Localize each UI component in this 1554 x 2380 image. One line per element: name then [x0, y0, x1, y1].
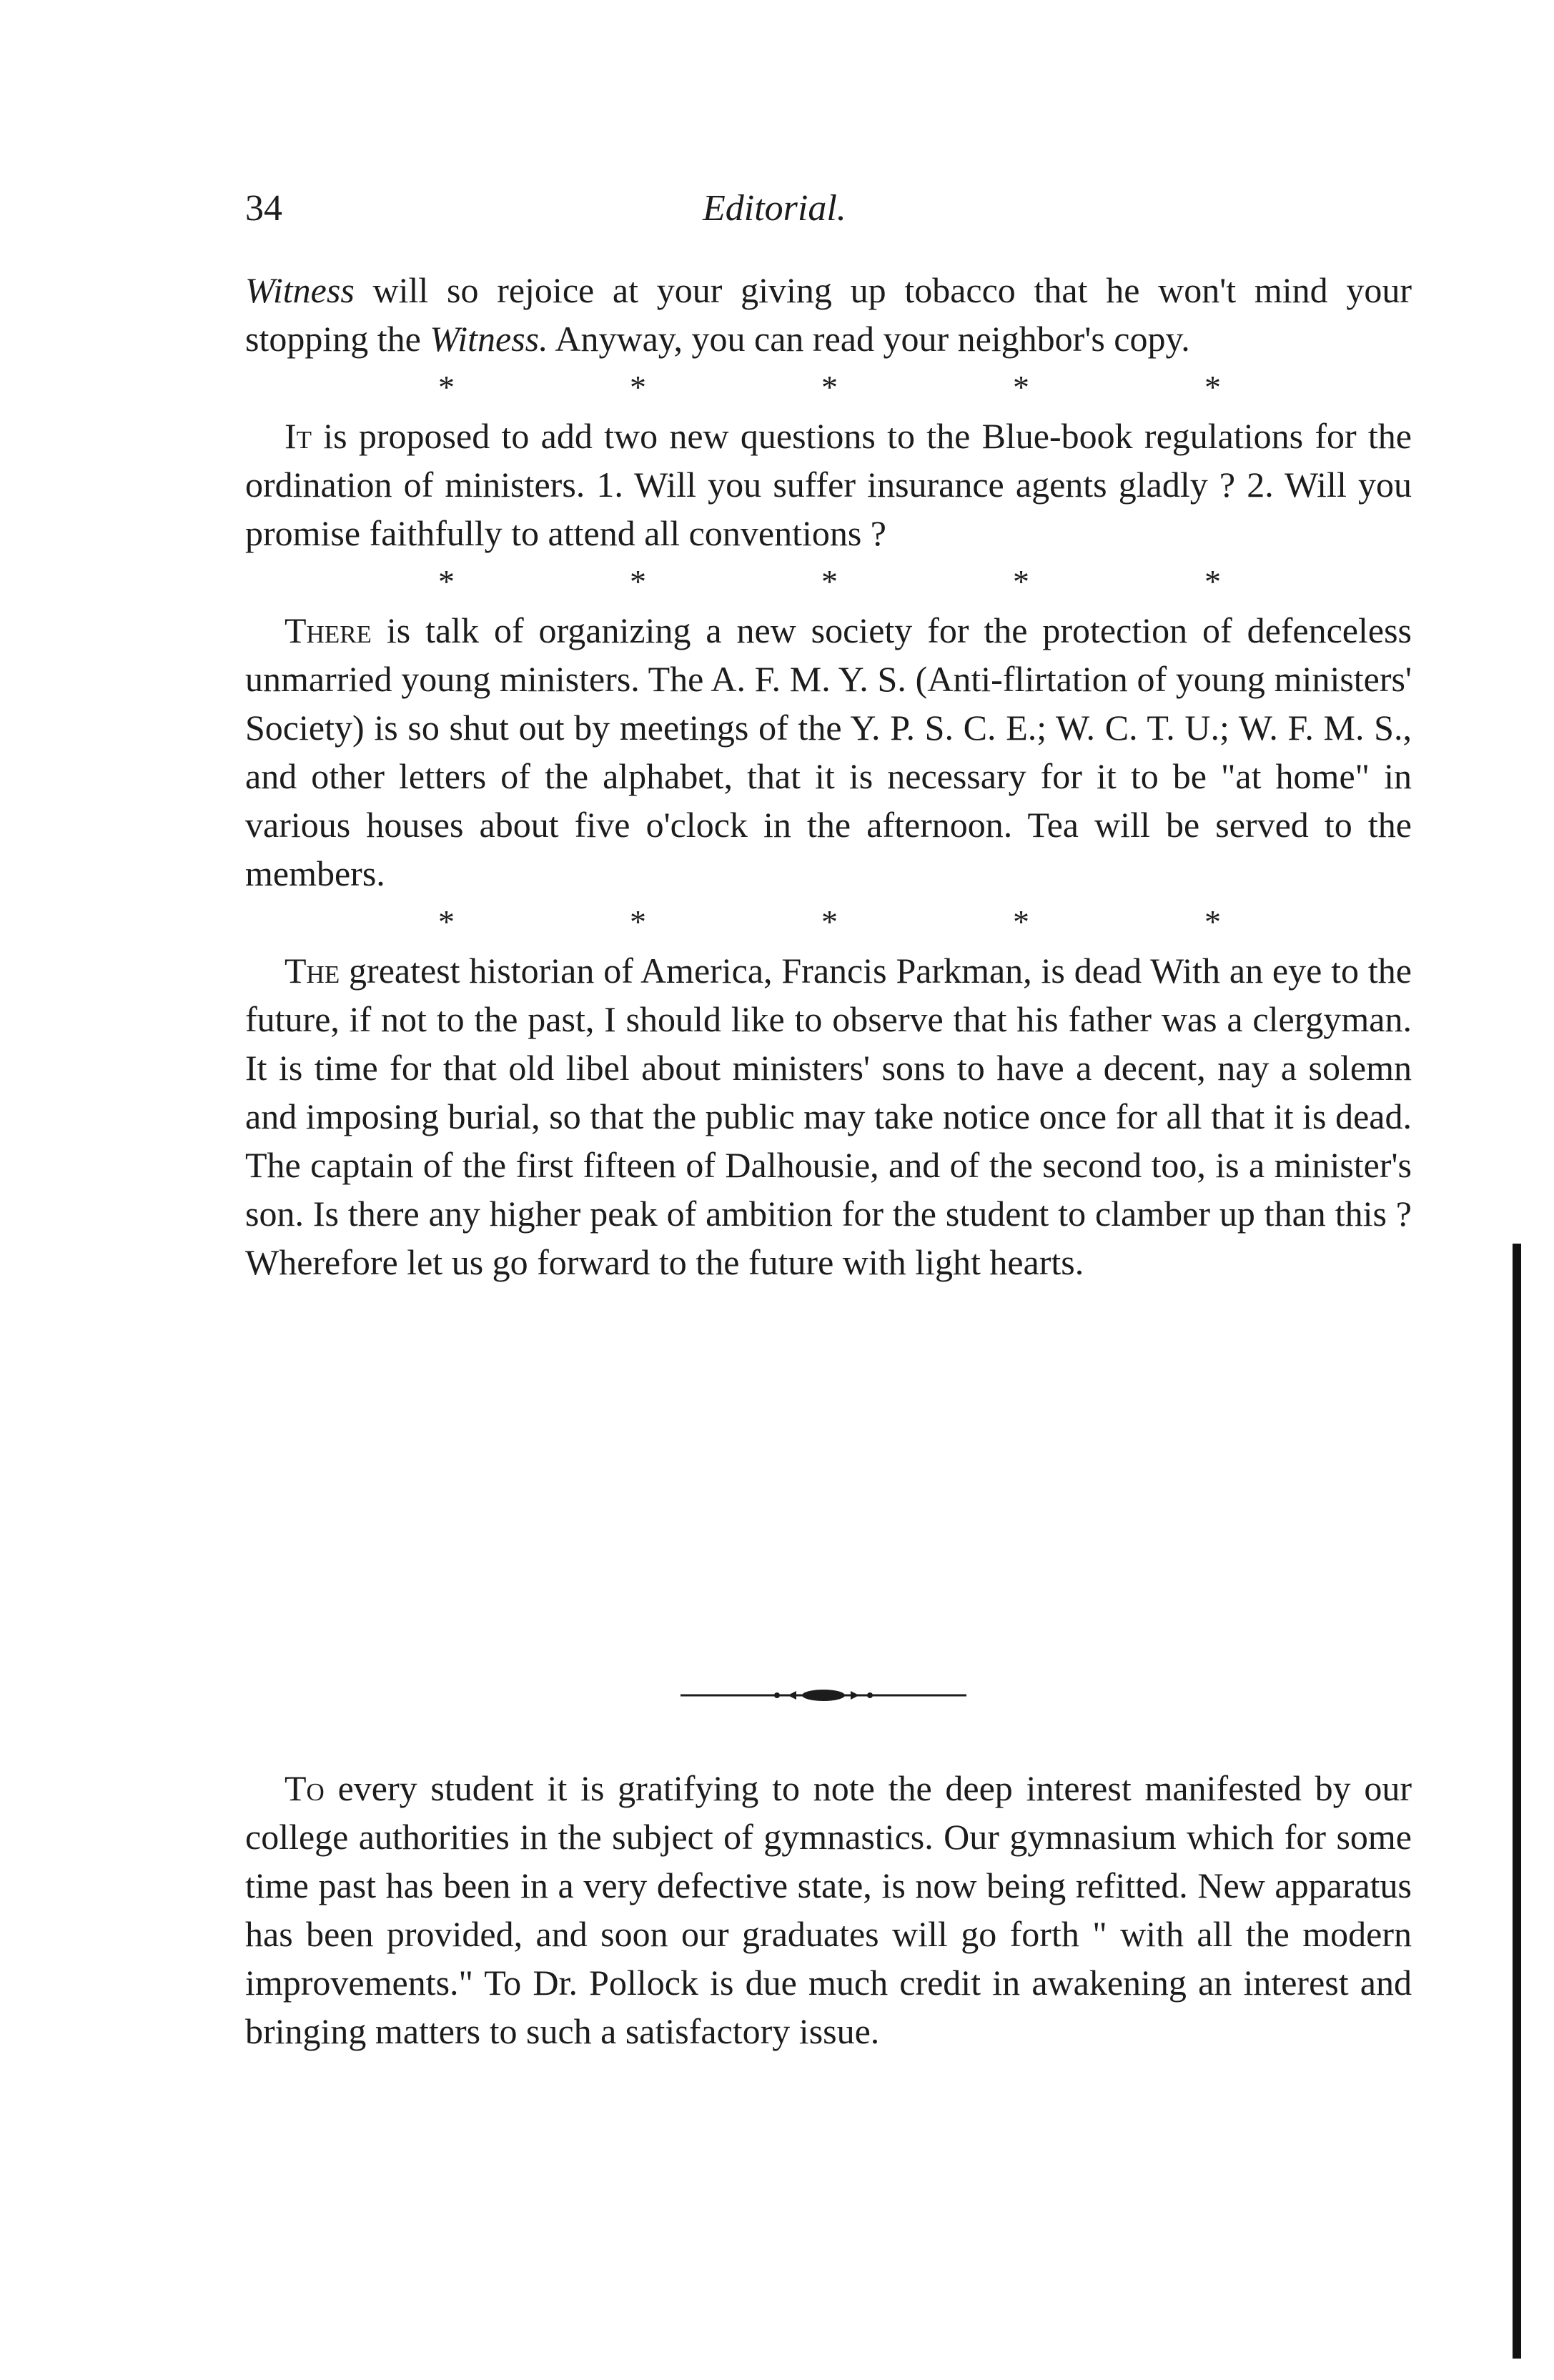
- paragraph-text: is proposed to add two new questions to the Blue-book regulations for the ordination of ministers. 1. Will you suffer insurance agents gladly ? 2. Will you promise faithfully to attend all conventions ?: [245, 416, 1412, 553]
- star: *: [630, 369, 646, 405]
- star: *: [821, 563, 838, 600]
- page-header: [245, 187, 1412, 237]
- paragraph-lead: There: [284, 610, 372, 650]
- ornamental-rule-icon: [681, 1688, 966, 1702]
- star-separator: [438, 898, 1221, 946]
- star: *: [438, 369, 455, 405]
- paragraph-parkman: [245, 946, 1412, 1286]
- star: *: [630, 563, 646, 600]
- paragraph-text: Anyway, you can read your neighbor's copy.: [548, 319, 1190, 359]
- paragraph-text: every student it is gratifying to note the deep interest manifested by our college authorities in the subject of gymnastics. Our gymnasium which for some time past has been in a very defective state, is now being refitted. New apparatus has been provided, and soon our graduates will go forth " with all the modern improvements." To Dr. Pollock is due much credit in awakening an interest and bringing matters to such a satisfactory issue.: [245, 1768, 1412, 2051]
- paragraph-gymnasium: [245, 1764, 1412, 2056]
- paragraph-lead: The: [284, 951, 340, 991]
- star: *: [438, 903, 455, 940]
- paragraph-witness: [245, 266, 1412, 363]
- paragraph-society: [245, 606, 1412, 898]
- star: *: [821, 903, 838, 940]
- page-binding-edge: [1513, 1244, 1521, 2359]
- paragraph-lead: To: [284, 1768, 325, 1808]
- editorial-notes-block: [245, 266, 1412, 1286]
- star: *: [1204, 903, 1221, 940]
- star: *: [1013, 369, 1029, 405]
- paragraph-text: greatest historian of America, Francis Parkman, is dead With an eye to the future, if not to the past, I should like to observe that his father was a clergyman. It is time for that old libel about ministers' sons to have a decent, nay a solemn and imposing burial, so that the public may take notice once for all that it is dead. The captain of the first fifteen of Dalhousie, and of the second too, is a minister's son. Is there any higher peak of ambition for the student to clamber up than this ? Wherefore let us go forward to the future with light hearts.: [245, 951, 1412, 1282]
- star-separator: [438, 363, 1221, 412]
- paragraph-text: will so rejoice at your giving up tobacco that he won't mind your stopping the: [245, 270, 1412, 359]
- paragraph-text: is talk of organizing a new society for the protection of defenceless unmarried young ministers. The A. F. M. Y. S. (Anti-flirtation of young ministers' Society) is so shut out by meetings of the Y. P. S. C. E.; W. C. T. U.; W. F. M. S., and other letters of the alphabet, that it is necessary for it to be "at home" in various houses about five o'clock in the afternoon. Tea will be served to the members.: [245, 610, 1412, 893]
- star: *: [630, 903, 646, 940]
- italic-witness: Witness: [245, 270, 355, 310]
- running-title: Editorial.: [703, 188, 846, 229]
- star: *: [438, 563, 455, 600]
- star: *: [821, 369, 838, 405]
- paragraph-lead: It: [284, 416, 312, 456]
- star: *: [1204, 563, 1221, 600]
- gymnasium-notice-block: [245, 1764, 1412, 2056]
- star: *: [1204, 369, 1221, 405]
- star: *: [1013, 903, 1029, 940]
- star-separator: [438, 557, 1221, 606]
- italic-witness-2: Witness.: [430, 319, 548, 359]
- paragraph-blue-book: [245, 412, 1412, 557]
- star: *: [1013, 563, 1029, 600]
- page-number: 34: [245, 188, 282, 229]
